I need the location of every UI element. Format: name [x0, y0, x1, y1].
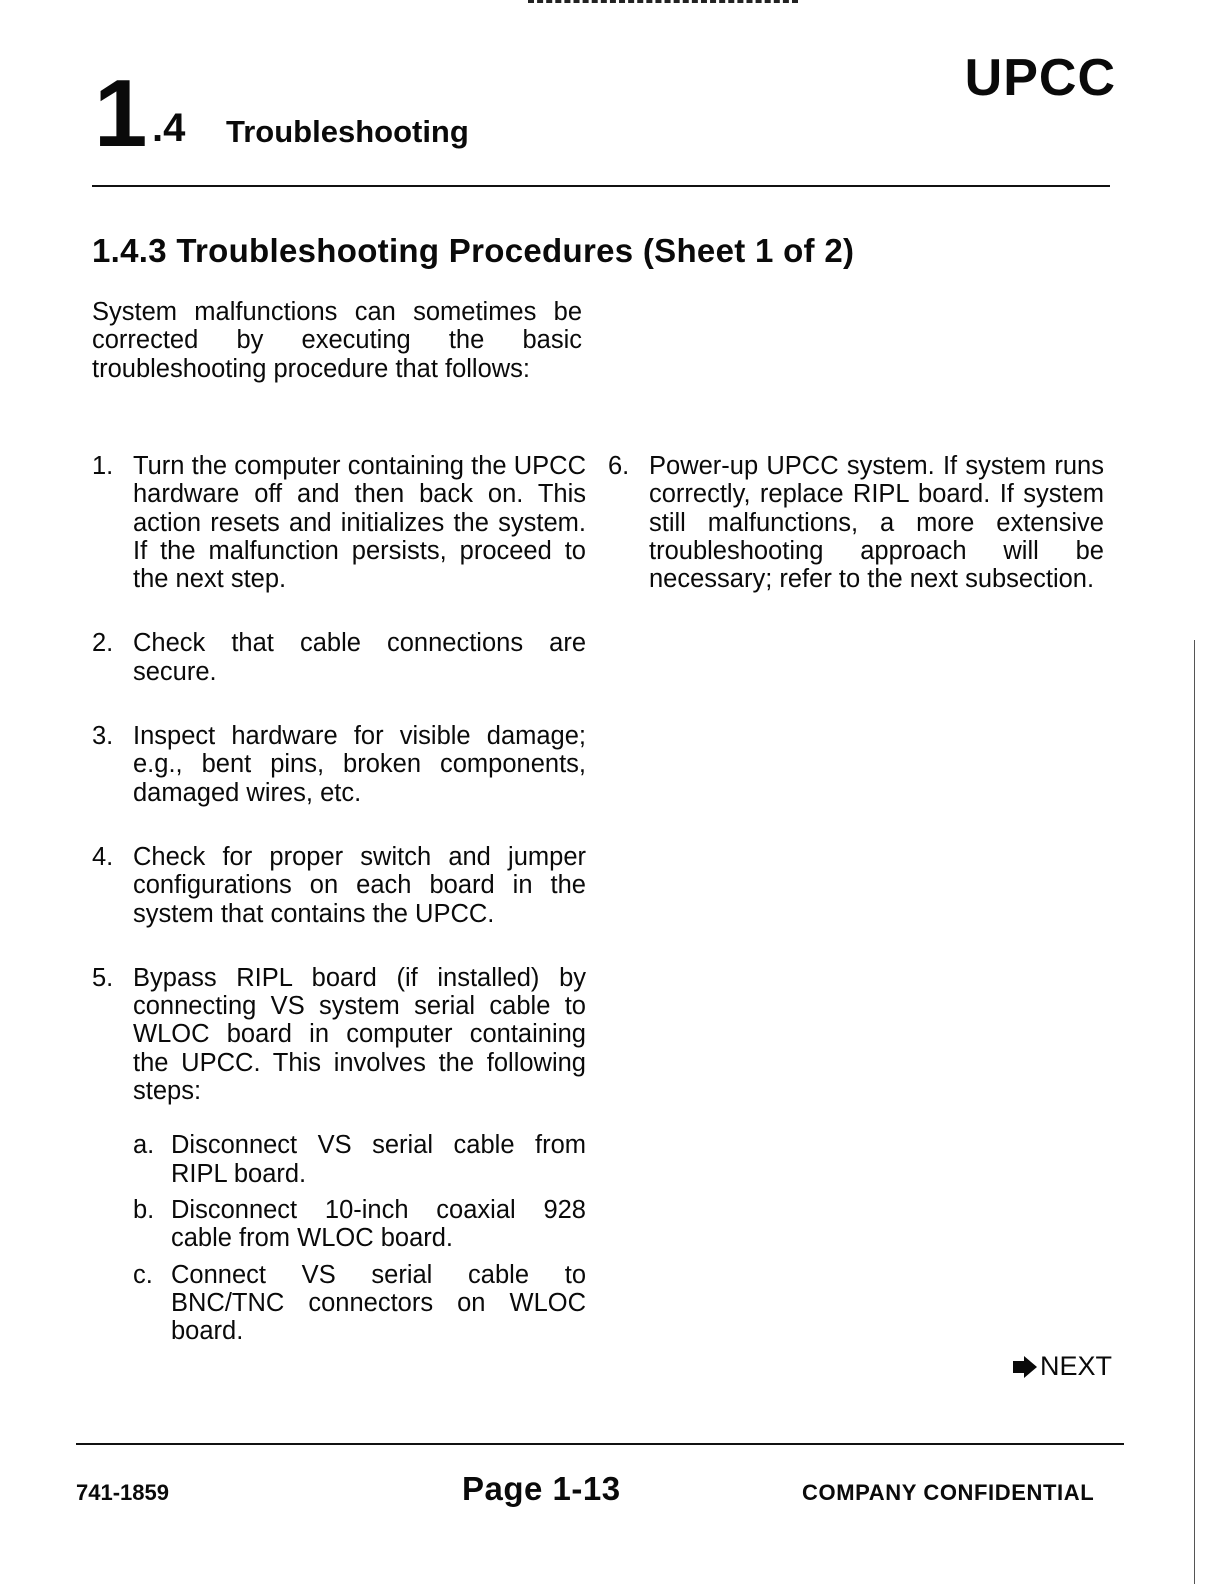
header-divider — [92, 185, 1110, 187]
product-name: UPCC — [964, 49, 1116, 107]
step-number: 3. — [92, 722, 114, 751]
top-edge-mark — [528, 0, 798, 6]
substep-text: Disconnect VS serial cable from RIPL board. — [171, 1131, 586, 1188]
chapter-title: Troubleshooting — [226, 114, 469, 149]
footer-divider — [76, 1443, 1124, 1445]
substep-a — [133, 1131, 586, 1188]
step-4 — [92, 843, 586, 928]
section-heading: 1.4.3 Troubleshooting Procedures (Sheet 1 of 2) — [92, 232, 855, 269]
substep-letter: a. — [133, 1131, 155, 1160]
step-text: Check that cable connections are secure. — [133, 629, 586, 686]
step-6 — [608, 452, 1104, 593]
substep-text: Connect VS serial cable to BNC/TNC connectors on WLOC board. — [171, 1260, 586, 1346]
confidentiality-notice: COMPANY CONFIDENTIAL — [802, 1480, 1095, 1505]
substep-text: Disconnect 10-inch coaxial 928 cable from WLOC board. — [171, 1195, 586, 1253]
substep-b — [133, 1196, 586, 1253]
substep-letter: b. — [133, 1195, 155, 1224]
steps-right-column — [608, 452, 1104, 593]
step-text: Bypass RIPL board (if installed) by connecting VS system serial cable to WLOC board in computer containing the UPCC. This involves the following steps: — [133, 963, 586, 1106]
step-text: Check for proper switch and jumper configurations on each board in the system that contains the UPCC. — [133, 842, 586, 928]
intro-paragraph: System malfunctions can sometimes be corrected by executing the basic troubleshooting procedure that follows: — [92, 298, 582, 383]
document-number: 741-1859 — [76, 1480, 169, 1505]
chapter-subnumber: .4 — [152, 106, 186, 150]
next-label: NEXT — [1040, 1351, 1113, 1381]
page-edge-line — [1194, 640, 1195, 1584]
step-3 — [92, 722, 586, 807]
step-number: 5. — [92, 963, 114, 992]
substep-c — [133, 1261, 586, 1346]
step-text: Inspect hardware for visible damage; e.g., bent pins, broken components, damaged wires, etc. — [133, 722, 586, 807]
step-1 — [92, 452, 586, 593]
chapter-number: 1 — [94, 60, 146, 167]
step-number: 2. — [92, 629, 114, 658]
step-number: 6. — [608, 452, 630, 480]
step-text: Power-up UPCC system. If system runs correctly, replace RIPL board. If system still malfunctions, a more extensive troubleshooting approach will be necessary; refer to the next subsection. — [649, 452, 1104, 594]
step-number: 1. — [92, 452, 114, 480]
arrow-right-icon — [1012, 1356, 1038, 1378]
next-page-link[interactable] — [1012, 1353, 1112, 1380]
substep-letter: c. — [133, 1260, 153, 1289]
step-number: 4. — [92, 842, 114, 871]
step-2 — [92, 629, 586, 686]
steps-left-column — [92, 452, 586, 1353]
step-text: Turn the computer containing the UPCC hardware off and then back on. This action resets and initializes the system. If the malfunction persists, proceed to the next step. — [133, 452, 586, 594]
step-5 — [92, 964, 586, 1346]
page-number: Page 1-13 — [462, 1470, 621, 1507]
substep-list — [133, 1131, 586, 1345]
